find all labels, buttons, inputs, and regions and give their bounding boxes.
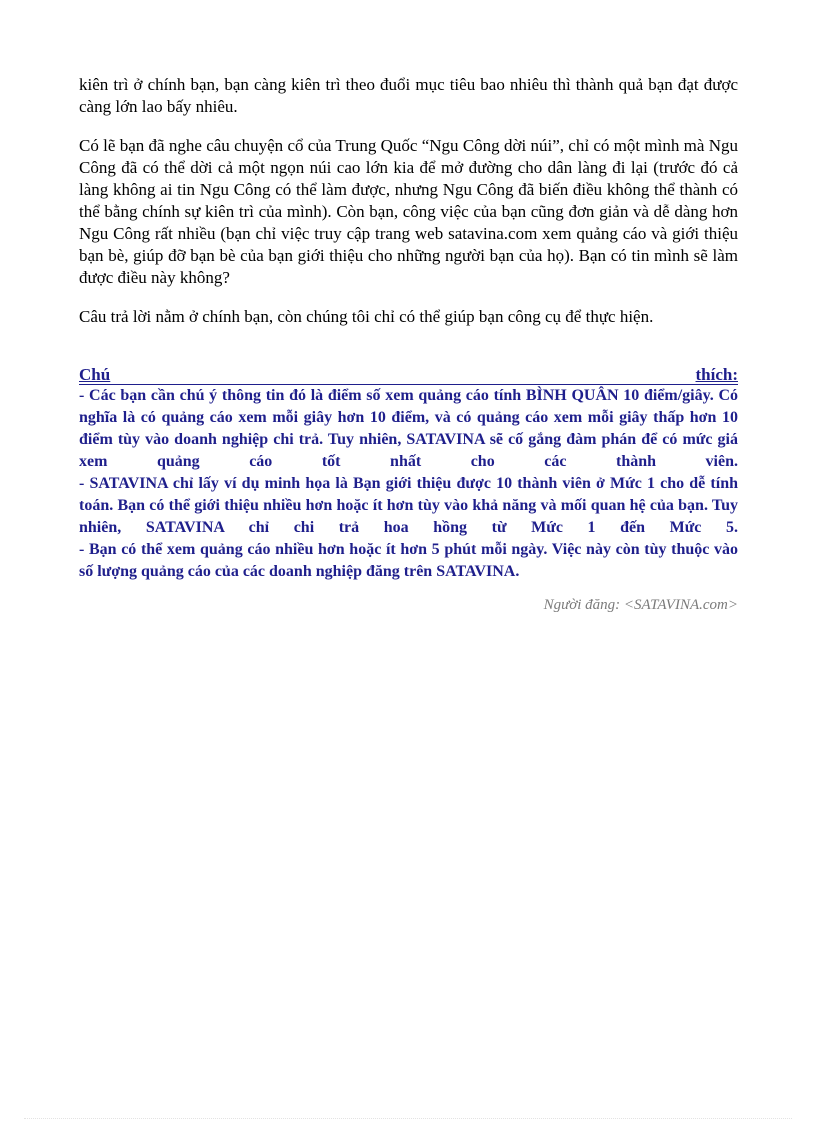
document-content <box>79 74 738 614</box>
paragraph-answer: Câu trả lời nằm ở chính bạn, còn chúng tôi chỉ có thể giúp bạn công cụ để thực hiện. <box>79 307 654 326</box>
author-credit: Người đăng: <SATAVINA.com> <box>543 597 738 613</box>
paragraph-ngu-cong-story: Có lẽ bạn đã nghe câu chuyện cổ của Trung Quốc “Ngu Công dời núi”, chỉ có một mình mà Ngu Công đã có thể dời cả một ngọn núi cao lớn kia để mở đường cho dân làng đi lại (trước đó cả làng không ai tin Ngu Công có thể làm được, nhưng Ngu Công đã biến điều không thể thành có thể bằng chính sự kiên trì của mình). Còn bạn, công việc của bạn cũng đơn giản và dễ dàng hơn Ngu Công rất nhiều (bạn chỉ việc truy cập trang web satavina.com xem quảng cáo và giới thiệu bạn bè, giúp đỡ bạn bè của bạn giới thiệu cho những người bạn của họ). Bạn có tin mình sẽ làm được điều này không? <box>79 136 738 287</box>
notes-section <box>79 365 738 583</box>
notes-heading <box>79 365 738 385</box>
note-item-referrals: - SATAVINA chỉ lấy ví dụ minh họa là Bạn giới thiệu được 10 thành viên ở Mức 1 cho dễ tính toán. Bạn có thể giới thiệu nhiều hơn hoặc ít hơn tùy vào khả năng và mối quan hệ của bạn. Tuy nhiên, SATAVINA chỉ chi trả hoa hồng từ Mức 1 đến Mức 5. <box>79 475 738 536</box>
notes-heading-right: thích: <box>695 365 738 384</box>
page-bottom-border <box>24 1118 792 1119</box>
notes-heading-left: Chú <box>79 365 111 384</box>
note-item-points: - Các bạn cần chú ý thông tin đó là điểm số xem quảng cáo tính BÌNH QUÂN 10 điểm/giây. Có nghĩa là có quảng cáo xem mỗi giây hơn 10 điểm, và có quảng cáo xem mỗi giây thấp hơn 10 điểm tùy vào doanh nghiệp chi trả. Tuy nhiên, SATAVINA sẽ cố gắng đàm phán để có mức giá xem quảng cáo tốt nhất cho các thành viên. <box>79 387 738 470</box>
note-item-viewing-time: - Bạn có thể xem quảng cáo nhiều hơn hoặc ít hơn 5 phút mỗi ngày. Việc này còn tùy thuộc vào số lượng quảng cáo của các doanh nghiệp đăng trên SATAVINA. <box>79 541 738 580</box>
paragraph-perseverance: kiên trì ở chính bạn, bạn càng kiên trì theo đuổi mục tiêu bao nhiêu thì thành quả bạn đạt được càng lớn lao bấy nhiêu. <box>79 75 738 116</box>
